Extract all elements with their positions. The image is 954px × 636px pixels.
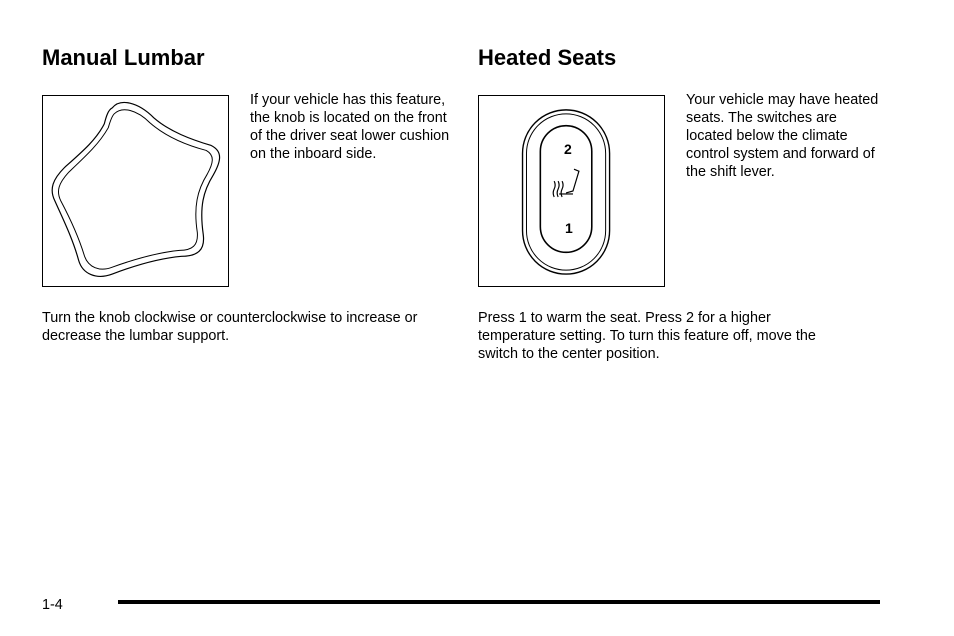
manual-lumbar-side-text: If your vehicle has this feature, the knob is located on the front of the driver seat lower cushion on the inboard side. (250, 92, 450, 162)
lumbar-knob-icon (43, 96, 228, 286)
heated-seats-side-text: Your vehicle may have heated seats. The switches are located below the climate control system and forward of the shift lever. (686, 92, 879, 180)
footer-rule (118, 600, 880, 604)
switch-label-2: 2 (564, 141, 572, 157)
heated-seats-heading: Heated Seats (478, 45, 617, 70)
page-number: 1-4 (42, 597, 63, 613)
switch-label-1: 1 (565, 220, 573, 236)
lumbar-knob-figure (42, 95, 229, 287)
heated-seats-body-text: Press 1 to warm the seat. Press 2 for a higher temperature setting. To turn this feature off, move the switch to the center position. (478, 310, 816, 362)
manual-lumbar-body-text: Turn the knob clockwise or counterclockwise to increase or decrease the lumbar support. (42, 310, 418, 344)
manual-lumbar-heading: Manual Lumbar (42, 45, 205, 70)
seat-heater-icon (553, 169, 579, 197)
heated-seat-switch-figure (478, 95, 665, 287)
heated-seat-switch-icon (479, 96, 664, 286)
